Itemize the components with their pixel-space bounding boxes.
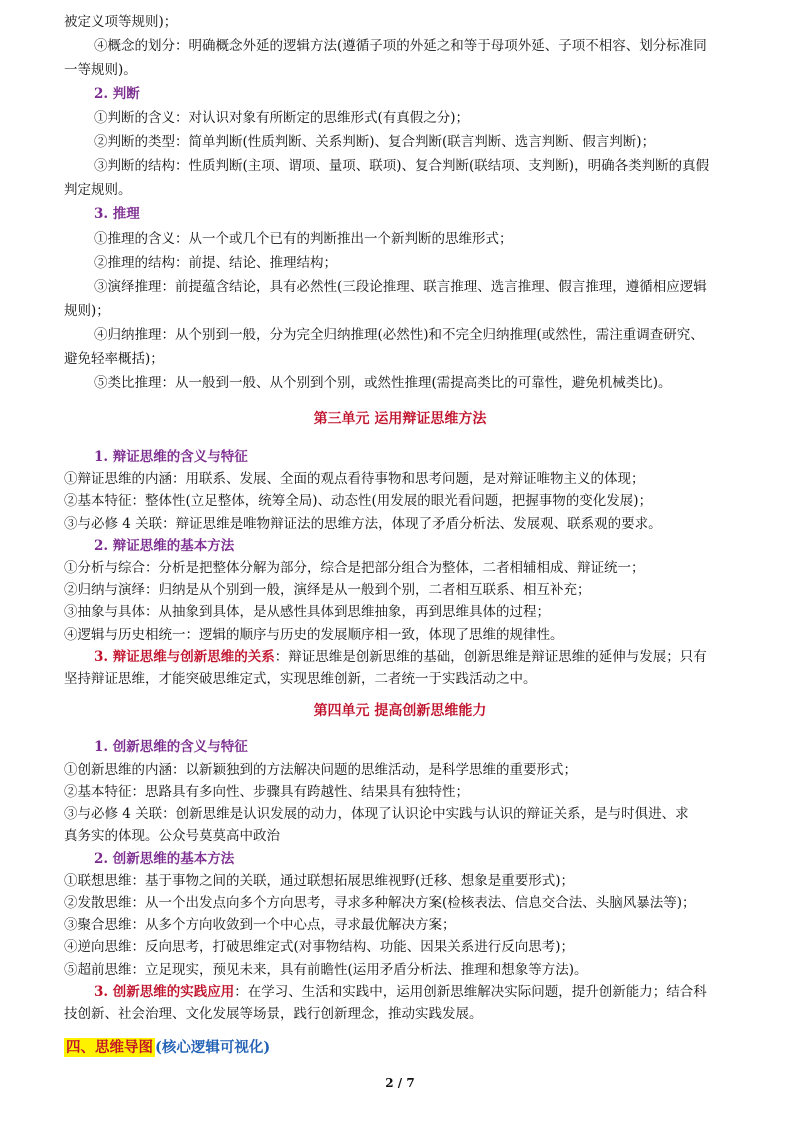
paragraph-line: ①辩证思维的内涵：用联系、发展、全面的观点看待事物和思考问题，是对辩证唯物主义的体现； [64, 471, 645, 487]
unit-title: 第三单元 运用辩证思维方法 [313, 411, 487, 427]
paragraph-line: ③与必修 4 关联：创新思维是认识发展的动力，体现了认识论中实践与认识的辩证关系，是与时俱进、求 [64, 806, 689, 822]
paragraph-line: 避免轻率概括)； [64, 351, 164, 367]
paragraph-line: ③与必修 4 关联：辩证思维是唯物辩证法的思维方法，体现了矛盾分析法、发展观、联系观的要求。 [64, 516, 662, 532]
section-heading: 3. 推理 [94, 206, 140, 222]
paragraph-line: ②发散思维：从一个出发点向多个方向思考，寻求多种解决方案(检核表法、信息交合法、头脑风暴法等)； [64, 895, 696, 911]
paragraph-line: ②推理的结构：前提、结论、推理结构； [94, 255, 337, 271]
paragraph-line: ⑤类比推理：从一般到一般、从个别到个别，或然性推理(需提高类比的可靠性，避免机械类比)。 [94, 375, 672, 391]
paragraph-line: 判定规则。 [64, 182, 132, 198]
paragraph-line: ③演绎推理：前提蕴含结论，具有必然性(三段论推理、联言推理、选言推理、假言推理，遵循相应逻辑 [94, 279, 707, 295]
section-subtitle: (核心逻辑可视化) [155, 1039, 271, 1056]
paragraph-line: ①推理的含义：从一个或几个已有的判断推出一个新判断的思维形式； [94, 231, 513, 247]
paragraph-line: 真务实的体现。公众号莫莫高中政治 [64, 828, 280, 844]
paragraph-line: ②基本特征：思路具有多向性、步骤具有跨越性、结果具有独特性； [64, 784, 469, 800]
paragraph-line: ②基本特征：整体性(立足整体，统筹全局)、动态性(用发展的眼光看问题，把握事物的变化发展)； [64, 493, 653, 509]
paragraph-line: ①分析与综合：分析是把整体分解为部分，综合是把部分组合为整体，二者相辅相成、辩证统一； [64, 560, 645, 576]
paragraph-line: ①判断的含义：对认识对象有所断定的思维形式(有真假之分)； [94, 110, 470, 126]
paragraph-line: 规则)； [64, 303, 110, 319]
paragraph-line: 一等规则)。 [64, 62, 137, 78]
paragraph-line: 坚持辩证思维，才能突破思维定式，实现思维创新，二者统一于实践活动之中。 [64, 671, 537, 687]
paragraph-line: ②归纳与演绎：归纳是从个别到一般，演绎是从一般到个别，二者相互联系、相互补充； [64, 582, 591, 598]
unit-title: 第四单元 提高创新思维能力 [313, 703, 487, 719]
paragraph-line: ①创新思维的内涵：以新颖独到的方法解决问题的思维活动，是科学思维的重要形式； [64, 762, 577, 778]
section-heading: 2. 辩证思维的基本方法 [94, 538, 235, 554]
paragraph-line: ④归纳推理：从个别到一般，分为完全归纳推理(必然性)和不完全归纳推理(或然性，需注重调查研究、 [94, 327, 704, 343]
paragraph-line: ⑤超前思维：立足现实，预见未来，具有前瞻性(运用矛盾分析法、推理和想象等方法)。 [64, 962, 588, 978]
paragraph-line: 技创新、社会治理、文化发展等场景，践行创新理念，推动实践发展。 [64, 1006, 483, 1022]
inline-text: ：在学习、生活和实践中，运用创新思维解决实际问题，提升创新能力；结合科 [234, 984, 707, 1000]
section-title [64, 1036, 270, 1057]
paragraph-line: ④逆向思维：反向思考，打破思维定式(对事物结构、功能、因果关系进行反向思考)； [64, 939, 575, 955]
section-heading: 2. 判断 [94, 86, 140, 102]
paragraph-line: ③判断的结构：性质判断(主项、谓项、量项、联项)、复合判断(联结项、支判断)，明确各类判断的真假 [94, 158, 710, 174]
inline-text: ：辩证思维是创新思维的基础，创新思维是辩证思维的延伸与发展；只有 [274, 649, 707, 665]
paragraph-line [94, 982, 766, 1003]
paragraph-line: ③聚合思维：从多个方向收敛到一个中心点，寻求最优解决方案； [64, 917, 456, 933]
inline-heading: 3. 创新思维的实践应用 [94, 984, 235, 1000]
paragraph-line: ④逻辑与历史相统一：逻辑的顺序与历史的发展顺序相一致，体现了思维的规律性。 [64, 627, 564, 643]
paragraph-line: ④概念的划分：明确概念外延的逻辑方法(遵循子项的外延之和等于母项外延、子项不相容、划分标准同 [94, 38, 707, 54]
paragraph-line: ②判断的类型：简单判断(性质判断、关系判断)、复合判断(联言判断、选言判断、假言判断)； [94, 134, 656, 150]
section-title-highlight: 四、思维导图 [66, 1039, 153, 1056]
paragraph-line: ①联想思维：基于事物之间的关联，通过联想拓展思维视野(迁移、想象是重要形式)； [64, 873, 575, 889]
page-number: 2 / 7 [385, 1076, 415, 1090]
section-heading: 1. 辩证思维的含义与特征 [94, 449, 248, 465]
inline-heading: 3. 辩证思维与创新思维的关系 [94, 649, 275, 665]
paragraph-line: ③抽象与具体：从抽象到具体，是从感性具体到思维抽象，再到思维具体的过程； [64, 604, 550, 620]
section-heading: 1. 创新思维的含义与特征 [94, 739, 248, 755]
paragraph-line [94, 647, 766, 668]
section-heading: 2. 创新思维的基本方法 [94, 851, 235, 867]
paragraph-line: 被定义项等规则)； [64, 14, 178, 30]
